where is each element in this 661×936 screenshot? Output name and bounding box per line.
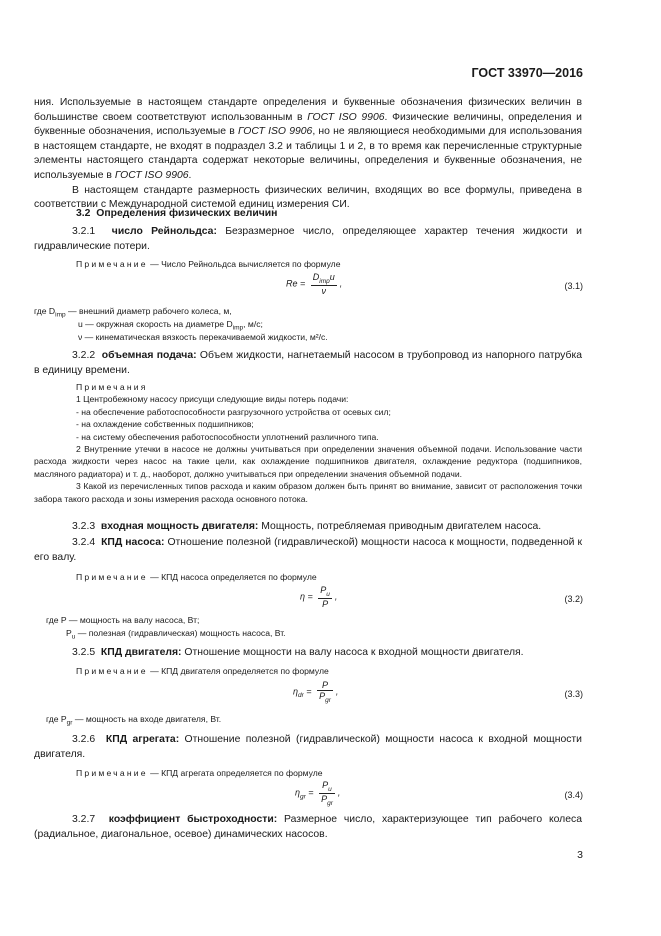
def-number: 3.2.3 [72, 521, 96, 532]
si-units-paragraph: В настоящем стандарте размерность физических величин, входящих во все формулы, приведена в соответствии с Международной системой единиц измерения СИ. [34, 184, 582, 211]
note-text: — КПД двигателя определяется по формуле [147, 666, 329, 676]
section-heading [34, 207, 582, 222]
formula-den: P [322, 598, 329, 609]
formula-3-2 [300, 585, 337, 609]
where-nu: ν — кинематическая вязкость перекачиваемой жидкости, м²/с. [78, 332, 328, 342]
formula-tail: , [334, 591, 338, 602]
where-p: где P — мощность на валу насоса, Вт; [46, 615, 200, 625]
note-unit-efficiency [34, 767, 624, 779]
definition-3-2-4 [34, 536, 582, 565]
note-bullet: - на обеспечение работоспособности разгрузочного устройства от осевых сил; [76, 406, 391, 417]
where-text: — полезная (гидравлическая) мощность насоса, Вт. [75, 628, 286, 638]
intro-text: . [188, 169, 192, 181]
note-text: — КПД насоса определяется по формуле [147, 572, 317, 582]
definition-3-2-2 [34, 349, 582, 378]
formula-number: (3.1) [564, 281, 583, 291]
note-item: 2 Внутренние утечки в насосе не должны учитываться при определении значения объемной подачи. Использование части расхода жидкости через насос на такие цели, как охлаждение подшипников двигателя, охлаждение редуктора (подшипников, масляного радиатора) и т. д., наоборот, должно учитываться при определении значения объемной подачи. [34, 444, 582, 479]
note-pump-efficiency [34, 571, 624, 583]
std-ref: ГОСТ ISO 9906 [237, 126, 313, 138]
where-text: , м/с; [243, 319, 263, 329]
formula-num: P [322, 780, 329, 790]
def-term: коэффициент быстроходности: [108, 814, 278, 825]
def-term: число Рейнольдса: [111, 226, 217, 237]
def-term: объемная подача: [101, 350, 197, 361]
note-label: Примечание [76, 768, 148, 778]
def-text: Размерное число, характеризующее тип рабочего колеса (радиальное, диагональное, осевое) динамических насосов. [34, 814, 582, 840]
formula-sub: u [328, 785, 332, 793]
note-text: — КПД агрегата определяется по формуле [147, 768, 323, 778]
formula-num: D [312, 272, 320, 282]
formula-sub: gr [325, 696, 331, 704]
definition-3-2-5 [34, 646, 582, 661]
formula-number: (3.4) [564, 790, 583, 800]
where-text: — мощность на входе двигателя, Вт. [72, 714, 222, 724]
def-number: 3.2.5 [72, 647, 96, 658]
formula-tail: , [339, 278, 343, 289]
where-text: — внешний диаметр рабочего колеса, м, [65, 306, 232, 316]
where-sub: u [71, 633, 76, 641]
def-text: Отношение полезной (гидравлической) мощности насоса к мощности, подведенной к его валу. [34, 537, 583, 563]
def-number: 3.2.6 [72, 734, 96, 745]
def-term: входная мощность двигателя: [100, 521, 259, 532]
def-number: 3.2.7 [72, 814, 96, 825]
section-title: Определения физических величин [96, 208, 278, 219]
note-bullet: - на охлаждение собственных подшипников; [76, 419, 254, 430]
formula-eq: = [305, 787, 314, 798]
formula-eq: = [303, 686, 312, 697]
formula-3-3 [293, 680, 338, 704]
intro-text: ния. Используемые в настоящем стандарте определения и буквенные обозначения физических величин в большинстве своем соответствуют использованным в [34, 97, 582, 123]
definition-3-2-1 [34, 225, 582, 254]
formula-num: P [317, 680, 333, 691]
where-text: P [66, 628, 72, 638]
formula-num-tail: u [329, 272, 335, 282]
def-term: КПД насоса: [101, 537, 165, 548]
formula-sub: gr [300, 793, 306, 801]
where-sub: imp [55, 311, 66, 319]
where-sub: imp [232, 324, 244, 332]
definition-3-2-3 [34, 520, 582, 535]
page-number: 3 [577, 849, 583, 861]
where-pgr [46, 713, 221, 730]
intro-text: , но не являющиеся необходимыми для использования в настоящем стандарте, не входят в подраздел 3.2 и таблицы 1 и 2, в то время как перечисленные структурные элементы настоящего стандарта содержат некоторые величины, определения и буквенные обозначения, не используемые в [34, 126, 582, 181]
formula-lhs: η [293, 686, 298, 697]
formula-lhs: η = [300, 591, 313, 602]
def-text: Объем жидкости, нагнетаемый насосом в трубопровод из напорного патрубка в единицу времени. [34, 350, 582, 376]
where-pu [66, 627, 286, 644]
std-ref: ГОСТ ISO 9906 [114, 169, 189, 181]
formula-number: (3.3) [564, 689, 583, 699]
formula-tail: , [335, 686, 339, 697]
note-text: — Число Рейнольдса вычисляется по формуле [147, 259, 341, 269]
note-reynolds [34, 258, 624, 270]
note-item: 3 Какой из перечисленных типов расхода и каким образом должен быть принят во внимание, зависит от расположения точки забора такого расхода и зоны измерения расхода основного потока. [34, 481, 582, 504]
where-text: u — окружная скорость на диаметре D [78, 319, 233, 329]
def-text: Отношение полезной (гидравлической) мощности насоса к входной мощности двигателя. [34, 734, 582, 760]
def-term: КПД агрегата: [105, 734, 180, 745]
def-text: Отношение мощности на валу насоса к входной мощности двигателя. [181, 647, 524, 658]
formula-num: P [320, 585, 327, 595]
formula-den: ν [321, 285, 327, 296]
def-number: 3.2.2 [72, 350, 96, 361]
std-ref: ГОСТ ISO 9906 [307, 111, 385, 123]
formula-sub: gr [327, 799, 333, 807]
notes-volume-flow [34, 381, 582, 505]
def-number: 3.2.1 [72, 226, 96, 237]
formula-lhs: η [295, 787, 300, 798]
formula-number: (3.2) [564, 594, 583, 604]
definition-3-2-7 [34, 813, 582, 842]
formula-tail: , [337, 787, 341, 798]
where-sub: gr [66, 719, 73, 727]
definition-3-2-6 [34, 733, 582, 762]
def-text: Безразмерное число, определяющее характер течения жидкости и гидравлические потери. [34, 226, 582, 252]
def-text: Мощность, потребляемая приводным двигателем насоса. [258, 521, 542, 532]
note-bullet: - на систему обеспечения работоспособности уплотнений различного типа. [76, 431, 379, 442]
note-item: 1 Центробежному насосу присущи следующие виды потерь подачи: [76, 394, 349, 405]
note-label: Примечание [76, 259, 148, 269]
def-term: КПД двигателя: [100, 647, 182, 658]
def-number: 3.2.4 [72, 537, 96, 548]
note-motor-efficiency [34, 665, 624, 677]
formula-sub: imp [319, 277, 330, 285]
formula-3-1 [286, 272, 342, 296]
document-code: ГОСТ 33970—2016 [471, 66, 583, 80]
formula-den: P [319, 691, 326, 701]
intro-text: . Физические величины, определения и буквенные обозначения, используемые в [34, 111, 582, 138]
formula-sub: u [326, 590, 330, 598]
section-number: 3.2 [76, 208, 91, 219]
notes-label: Примечания [76, 382, 148, 392]
formula-sub: dr [298, 692, 304, 700]
note-label: Примечание [76, 572, 148, 582]
where-text: где P [46, 714, 67, 724]
where-text: где D [34, 306, 56, 316]
intro-paragraph [34, 96, 582, 213]
formula-3-4 [295, 780, 340, 807]
formula-den: P [321, 793, 328, 804]
note-label: Примечание [76, 666, 148, 676]
formula-lhs: Re = [286, 278, 306, 289]
